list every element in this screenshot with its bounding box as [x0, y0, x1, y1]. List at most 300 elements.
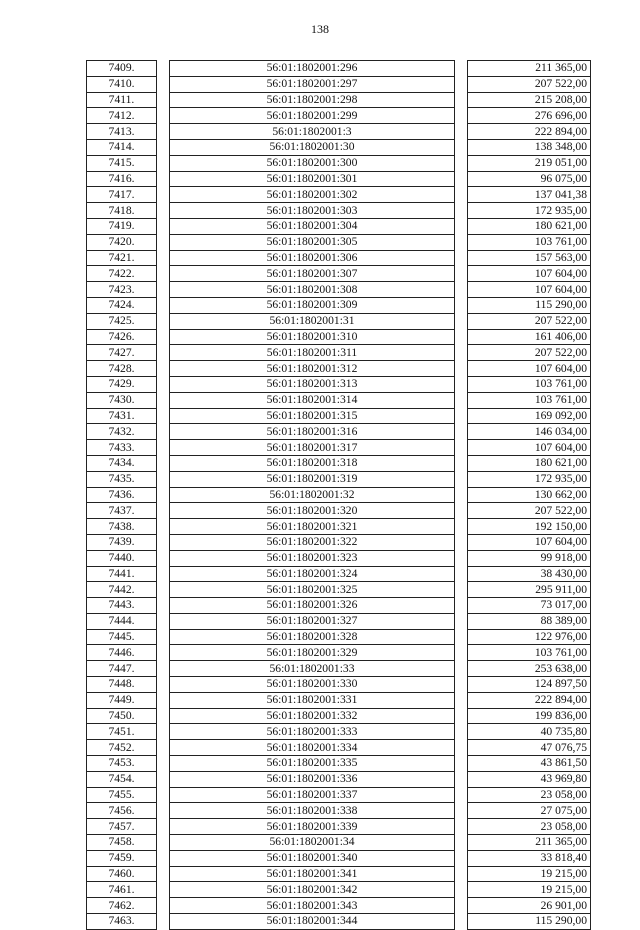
row-number-cell: 7438.: [87, 519, 157, 535]
cadastral-value-cell: 172 935,00: [468, 203, 591, 219]
column-gap: [157, 297, 170, 313]
row-number-cell: 7411.: [87, 92, 157, 108]
cadastral-number-cell: 56:01:1802001:299: [170, 108, 455, 124]
column-gap: [455, 108, 468, 124]
column-gap: [157, 724, 170, 740]
cadastral-value-cell: 192 150,00: [468, 519, 591, 535]
cadastral-number-cell: 56:01:1802001:342: [170, 882, 455, 898]
cadastral-value-cell: 199 836,00: [468, 708, 591, 724]
column-gap: [455, 171, 468, 187]
cadastral-value-cell: 161 406,00: [468, 329, 591, 345]
cadastral-value-cell: 172 935,00: [468, 471, 591, 487]
column-gap: [157, 471, 170, 487]
cadastral-value-cell: 146 034,00: [468, 424, 591, 440]
cadastral-value-cell: 215 208,00: [468, 92, 591, 108]
table-row: [87, 408, 591, 424]
cadastral-value-cell: 40 735,80: [468, 724, 591, 740]
row-number-cell: 7454.: [87, 771, 157, 787]
row-number-cell: 7430.: [87, 392, 157, 408]
table-row: [87, 519, 591, 535]
cadastral-number-cell: 56:01:1802001:315: [170, 408, 455, 424]
table-row: [87, 503, 591, 519]
row-number-cell: 7449.: [87, 692, 157, 708]
table-row: [87, 455, 591, 471]
row-number-cell: 7458.: [87, 835, 157, 851]
row-number-cell: 7460.: [87, 866, 157, 882]
column-gap: [455, 234, 468, 250]
column-gap: [157, 392, 170, 408]
table-row: [87, 250, 591, 266]
cadastral-value-cell: 115 290,00: [468, 297, 591, 313]
cadastral-value-cell: 222 894,00: [468, 692, 591, 708]
column-gap: [455, 313, 468, 329]
cadastral-number-cell: 56:01:1802001:317: [170, 440, 455, 456]
cadastral-value-cell: 107 604,00: [468, 440, 591, 456]
column-gap: [455, 92, 468, 108]
column-gap: [157, 787, 170, 803]
cadastral-number-cell: 56:01:1802001:326: [170, 598, 455, 614]
column-gap: [455, 487, 468, 503]
cadastral-number-cell: 56:01:1802001:340: [170, 850, 455, 866]
row-number-cell: 7409.: [87, 61, 157, 77]
row-number-cell: 7435.: [87, 471, 157, 487]
cadastral-value-cell: 19 215,00: [468, 866, 591, 882]
cadastral-value-cell: 180 621,00: [468, 455, 591, 471]
table-row: [87, 487, 591, 503]
column-gap: [157, 234, 170, 250]
table-row: [87, 266, 591, 282]
cadastral-value-cell: 253 638,00: [468, 661, 591, 677]
column-gap: [455, 740, 468, 756]
cadastral-number-cell: 56:01:1802001:312: [170, 361, 455, 377]
cadastral-number-cell: 56:01:1802001:301: [170, 171, 455, 187]
column-gap: [157, 550, 170, 566]
table-row: [87, 282, 591, 298]
column-gap: [157, 361, 170, 377]
column-gap: [157, 708, 170, 724]
cadastral-number-cell: 56:01:1802001:297: [170, 76, 455, 92]
column-gap: [157, 677, 170, 693]
table-row: [87, 677, 591, 693]
table-row: [87, 882, 591, 898]
row-number-cell: 7446.: [87, 645, 157, 661]
cadastral-number-cell: 56:01:1802001:3: [170, 124, 455, 140]
cadastral-number-cell: 56:01:1802001:323: [170, 550, 455, 566]
cadastral-number-cell: 56:01:1802001:344: [170, 914, 455, 930]
table-row: [87, 835, 591, 851]
table-row: [87, 345, 591, 361]
table-row: [87, 139, 591, 155]
row-number-cell: 7457.: [87, 819, 157, 835]
row-number-cell: 7445.: [87, 629, 157, 645]
column-gap: [455, 534, 468, 550]
table-row: [87, 376, 591, 392]
column-gap: [455, 440, 468, 456]
table-row: [87, 914, 591, 930]
row-number-cell: 7412.: [87, 108, 157, 124]
column-gap: [455, 250, 468, 266]
column-gap: [157, 503, 170, 519]
column-gap: [455, 392, 468, 408]
column-gap: [157, 313, 170, 329]
table-row: [87, 787, 591, 803]
cadastral-number-cell: 56:01:1802001:327: [170, 613, 455, 629]
column-gap: [455, 424, 468, 440]
cadastral-value-cell: 169 092,00: [468, 408, 591, 424]
column-gap: [157, 898, 170, 914]
column-gap: [455, 187, 468, 203]
cadastral-value-cell: 88 389,00: [468, 613, 591, 629]
cadastral-value-cell: 103 761,00: [468, 645, 591, 661]
cadastral-number-cell: 56:01:1802001:324: [170, 566, 455, 582]
cadastral-number-cell: 56:01:1802001:338: [170, 803, 455, 819]
row-number-cell: 7413.: [87, 124, 157, 140]
cadastral-number-cell: 56:01:1802001:341: [170, 866, 455, 882]
column-gap: [157, 424, 170, 440]
cadastral-value-cell: 207 522,00: [468, 313, 591, 329]
table-body: [87, 61, 591, 930]
row-number-cell: 7421.: [87, 250, 157, 266]
column-gap: [455, 724, 468, 740]
cadastral-value-cell: 107 604,00: [468, 282, 591, 298]
column-gap: [455, 645, 468, 661]
table-row: [87, 724, 591, 740]
column-gap: [157, 613, 170, 629]
column-gap: [157, 155, 170, 171]
cadastral-value-cell: 276 696,00: [468, 108, 591, 124]
cadastral-value-cell: 96 075,00: [468, 171, 591, 187]
column-gap: [157, 266, 170, 282]
column-gap: [157, 740, 170, 756]
cadastral-number-cell: 56:01:1802001:311: [170, 345, 455, 361]
table-row: [87, 171, 591, 187]
column-gap: [455, 203, 468, 219]
row-number-cell: 7432.: [87, 424, 157, 440]
row-number-cell: 7437.: [87, 503, 157, 519]
column-gap: [157, 582, 170, 598]
row-number-cell: 7456.: [87, 803, 157, 819]
table-row: [87, 124, 591, 140]
column-gap: [157, 440, 170, 456]
cadastral-value-cell: 99 918,00: [468, 550, 591, 566]
table-row: [87, 76, 591, 92]
cadastral-number-cell: 56:01:1802001:32: [170, 487, 455, 503]
column-gap: [455, 598, 468, 614]
column-gap: [455, 756, 468, 772]
column-gap: [157, 329, 170, 345]
column-gap: [157, 803, 170, 819]
column-gap: [455, 155, 468, 171]
cadastral-number-cell: 56:01:1802001:333: [170, 724, 455, 740]
cadastral-value-cell: 115 290,00: [468, 914, 591, 930]
cadastral-number-cell: 56:01:1802001:343: [170, 898, 455, 914]
cadastral-number-cell: 56:01:1802001:329: [170, 645, 455, 661]
cadastral-value-cell: 73 017,00: [468, 598, 591, 614]
column-gap: [455, 503, 468, 519]
cadastral-value-cell: 107 604,00: [468, 534, 591, 550]
cadastral-value-cell: 207 522,00: [468, 503, 591, 519]
column-gap: [455, 850, 468, 866]
cadastral-number-cell: 56:01:1802001:318: [170, 455, 455, 471]
table-row: [87, 203, 591, 219]
column-gap: [455, 519, 468, 535]
cadastral-number-cell: 56:01:1802001:330: [170, 677, 455, 693]
column-gap: [455, 297, 468, 313]
column-gap: [157, 850, 170, 866]
column-gap: [455, 282, 468, 298]
column-gap: [455, 677, 468, 693]
table-row: [87, 550, 591, 566]
row-number-cell: 7427.: [87, 345, 157, 361]
row-number-cell: 7453.: [87, 756, 157, 772]
row-number-cell: 7433.: [87, 440, 157, 456]
table-row: [87, 361, 591, 377]
cadastral-value-cell: 27 075,00: [468, 803, 591, 819]
column-gap: [455, 408, 468, 424]
row-number-cell: 7440.: [87, 550, 157, 566]
column-gap: [455, 124, 468, 140]
cadastral-value-cell: 180 621,00: [468, 218, 591, 234]
column-gap: [157, 771, 170, 787]
cadastral-value-cell: 47 076,75: [468, 740, 591, 756]
row-number-cell: 7429.: [87, 376, 157, 392]
column-gap: [157, 92, 170, 108]
column-gap: [455, 566, 468, 582]
table-row: [87, 234, 591, 250]
column-gap: [455, 819, 468, 835]
row-number-cell: 7424.: [87, 297, 157, 313]
row-number-cell: 7417.: [87, 187, 157, 203]
cadastral-value-cell: 103 761,00: [468, 376, 591, 392]
table-row: [87, 566, 591, 582]
column-gap: [455, 803, 468, 819]
cadastral-number-cell: 56:01:1802001:305: [170, 234, 455, 250]
cadastral-number-cell: 56:01:1802001:339: [170, 819, 455, 835]
cadastral-number-cell: 56:01:1802001:33: [170, 661, 455, 677]
column-gap: [455, 661, 468, 677]
table-row: [87, 803, 591, 819]
row-number-cell: 7452.: [87, 740, 157, 756]
column-gap: [157, 345, 170, 361]
cadastral-number-cell: 56:01:1802001:310: [170, 329, 455, 345]
column-gap: [455, 218, 468, 234]
row-number-cell: 7450.: [87, 708, 157, 724]
column-gap: [455, 882, 468, 898]
table-row: [87, 645, 591, 661]
column-gap: [157, 282, 170, 298]
cadastral-value-cell: 157 563,00: [468, 250, 591, 266]
row-number-cell: 7436.: [87, 487, 157, 503]
cadastral-number-cell: 56:01:1802001:321: [170, 519, 455, 535]
column-gap: [157, 645, 170, 661]
cadastral-value-cell: 19 215,00: [468, 882, 591, 898]
cadastral-value-cell: 103 761,00: [468, 234, 591, 250]
table-row: [87, 866, 591, 882]
row-number-cell: 7419.: [87, 218, 157, 234]
column-gap: [455, 376, 468, 392]
column-gap: [157, 519, 170, 535]
column-gap: [455, 582, 468, 598]
cadastral-value-cell: 107 604,00: [468, 266, 591, 282]
table-row: [87, 582, 591, 598]
cadastral-number-cell: 56:01:1802001:319: [170, 471, 455, 487]
column-gap: [157, 882, 170, 898]
row-number-cell: 7425.: [87, 313, 157, 329]
cadastral-number-cell: 56:01:1802001:31: [170, 313, 455, 329]
row-number-cell: 7463.: [87, 914, 157, 930]
row-number-cell: 7422.: [87, 266, 157, 282]
cadastral-number-cell: 56:01:1802001:328: [170, 629, 455, 645]
column-gap: [455, 329, 468, 345]
table-row: [87, 534, 591, 550]
column-gap: [157, 376, 170, 392]
cadastral-value-cell: 211 365,00: [468, 835, 591, 851]
table-row: [87, 92, 591, 108]
column-gap: [455, 550, 468, 566]
column-gap: [157, 250, 170, 266]
column-gap: [455, 835, 468, 851]
column-gap: [157, 487, 170, 503]
row-number-cell: 7414.: [87, 139, 157, 155]
row-number-cell: 7461.: [87, 882, 157, 898]
column-gap: [157, 61, 170, 77]
column-gap: [455, 787, 468, 803]
table-row: [87, 155, 591, 171]
cadastral-value-cell: 23 058,00: [468, 819, 591, 835]
cadastral-number-cell: 56:01:1802001:332: [170, 708, 455, 724]
cadastral-number-cell: 56:01:1802001:307: [170, 266, 455, 282]
cadastral-number-cell: 56:01:1802001:325: [170, 582, 455, 598]
row-number-cell: 7442.: [87, 582, 157, 598]
table-row: [87, 471, 591, 487]
cadastral-value-cell: 122 976,00: [468, 629, 591, 645]
row-number-cell: 7462.: [87, 898, 157, 914]
column-gap: [455, 139, 468, 155]
row-number-cell: 7415.: [87, 155, 157, 171]
table-row: [87, 297, 591, 313]
cadastral-value-cell: 43 969,80: [468, 771, 591, 787]
cadastral-value-cell: 130 662,00: [468, 487, 591, 503]
column-gap: [455, 76, 468, 92]
cadastral-number-cell: 56:01:1802001:313: [170, 376, 455, 392]
row-number-cell: 7448.: [87, 677, 157, 693]
cadastral-number-cell: 56:01:1802001:337: [170, 787, 455, 803]
cadastral-value-cell: 103 761,00: [468, 392, 591, 408]
column-gap: [455, 898, 468, 914]
cadastral-number-cell: 56:01:1802001:314: [170, 392, 455, 408]
table-row: [87, 392, 591, 408]
column-gap: [157, 408, 170, 424]
row-number-cell: 7420.: [87, 234, 157, 250]
row-number-cell: 7455.: [87, 787, 157, 803]
cadastral-number-cell: 56:01:1802001:309: [170, 297, 455, 313]
column-gap: [455, 708, 468, 724]
table-row: [87, 108, 591, 124]
column-gap: [455, 361, 468, 377]
row-number-cell: 7441.: [87, 566, 157, 582]
column-gap: [157, 108, 170, 124]
table-row: [87, 756, 591, 772]
row-number-cell: 7431.: [87, 408, 157, 424]
column-gap: [455, 266, 468, 282]
table-row: [87, 598, 591, 614]
column-gap: [455, 455, 468, 471]
cadastral-value-cell: 211 365,00: [468, 61, 591, 77]
cadastral-number-cell: 56:01:1802001:300: [170, 155, 455, 171]
column-gap: [157, 218, 170, 234]
column-gap: [157, 203, 170, 219]
column-gap: [157, 914, 170, 930]
cadastral-number-cell: 56:01:1802001:334: [170, 740, 455, 756]
table-row: [87, 218, 591, 234]
table-row: [87, 187, 591, 203]
cadastral-number-cell: 56:01:1802001:320: [170, 503, 455, 519]
cadastral-value-cell: 33 818,40: [468, 850, 591, 866]
column-gap: [157, 866, 170, 882]
page-number: 138: [311, 22, 329, 36]
cadastral-value-cell: 295 911,00: [468, 582, 591, 598]
table-row: [87, 61, 591, 77]
row-number-cell: 7444.: [87, 613, 157, 629]
column-gap: [455, 345, 468, 361]
table-row: [87, 708, 591, 724]
column-gap: [455, 471, 468, 487]
cadastral-value-table: [86, 60, 591, 930]
column-gap: [157, 756, 170, 772]
row-number-cell: 7443.: [87, 598, 157, 614]
table-row: [87, 629, 591, 645]
column-gap: [157, 76, 170, 92]
cadastral-value-cell: 43 861,50: [468, 756, 591, 772]
cadastral-number-cell: 56:01:1802001:331: [170, 692, 455, 708]
column-gap: [157, 629, 170, 645]
cadastral-value-cell: 107 604,00: [468, 361, 591, 377]
cadastral-number-cell: 56:01:1802001:30: [170, 139, 455, 155]
column-gap: [157, 455, 170, 471]
row-number-cell: 7418.: [87, 203, 157, 219]
column-gap: [455, 692, 468, 708]
cadastral-number-cell: 56:01:1802001:335: [170, 756, 455, 772]
table-row: [87, 771, 591, 787]
row-number-cell: 7439.: [87, 534, 157, 550]
cadastral-number-cell: 56:01:1802001:308: [170, 282, 455, 298]
column-gap: [157, 534, 170, 550]
table-row: [87, 313, 591, 329]
table-row: [87, 819, 591, 835]
column-gap: [157, 139, 170, 155]
cadastral-number-cell: 56:01:1802001:322: [170, 534, 455, 550]
table-row: [87, 661, 591, 677]
row-number-cell: 7426.: [87, 329, 157, 345]
cadastral-number-cell: 56:01:1802001:296: [170, 61, 455, 77]
cadastral-number-cell: 56:01:1802001:298: [170, 92, 455, 108]
column-gap: [157, 566, 170, 582]
cadastral-value-cell: 207 522,00: [468, 76, 591, 92]
cadastral-number-cell: 56:01:1802001:302: [170, 187, 455, 203]
column-gap: [455, 629, 468, 645]
table-row: [87, 898, 591, 914]
cadastral-number-cell: 56:01:1802001:316: [170, 424, 455, 440]
cadastral-value-cell: 137 041,38: [468, 187, 591, 203]
cadastral-value-cell: 207 522,00: [468, 345, 591, 361]
column-gap: [157, 124, 170, 140]
column-gap: [157, 835, 170, 851]
table-row: [87, 424, 591, 440]
cadastral-value-cell: 124 897,50: [468, 677, 591, 693]
cadastral-value-cell: 138 348,00: [468, 139, 591, 155]
row-number-cell: 7459.: [87, 850, 157, 866]
cadastral-value-cell: 26 901,00: [468, 898, 591, 914]
